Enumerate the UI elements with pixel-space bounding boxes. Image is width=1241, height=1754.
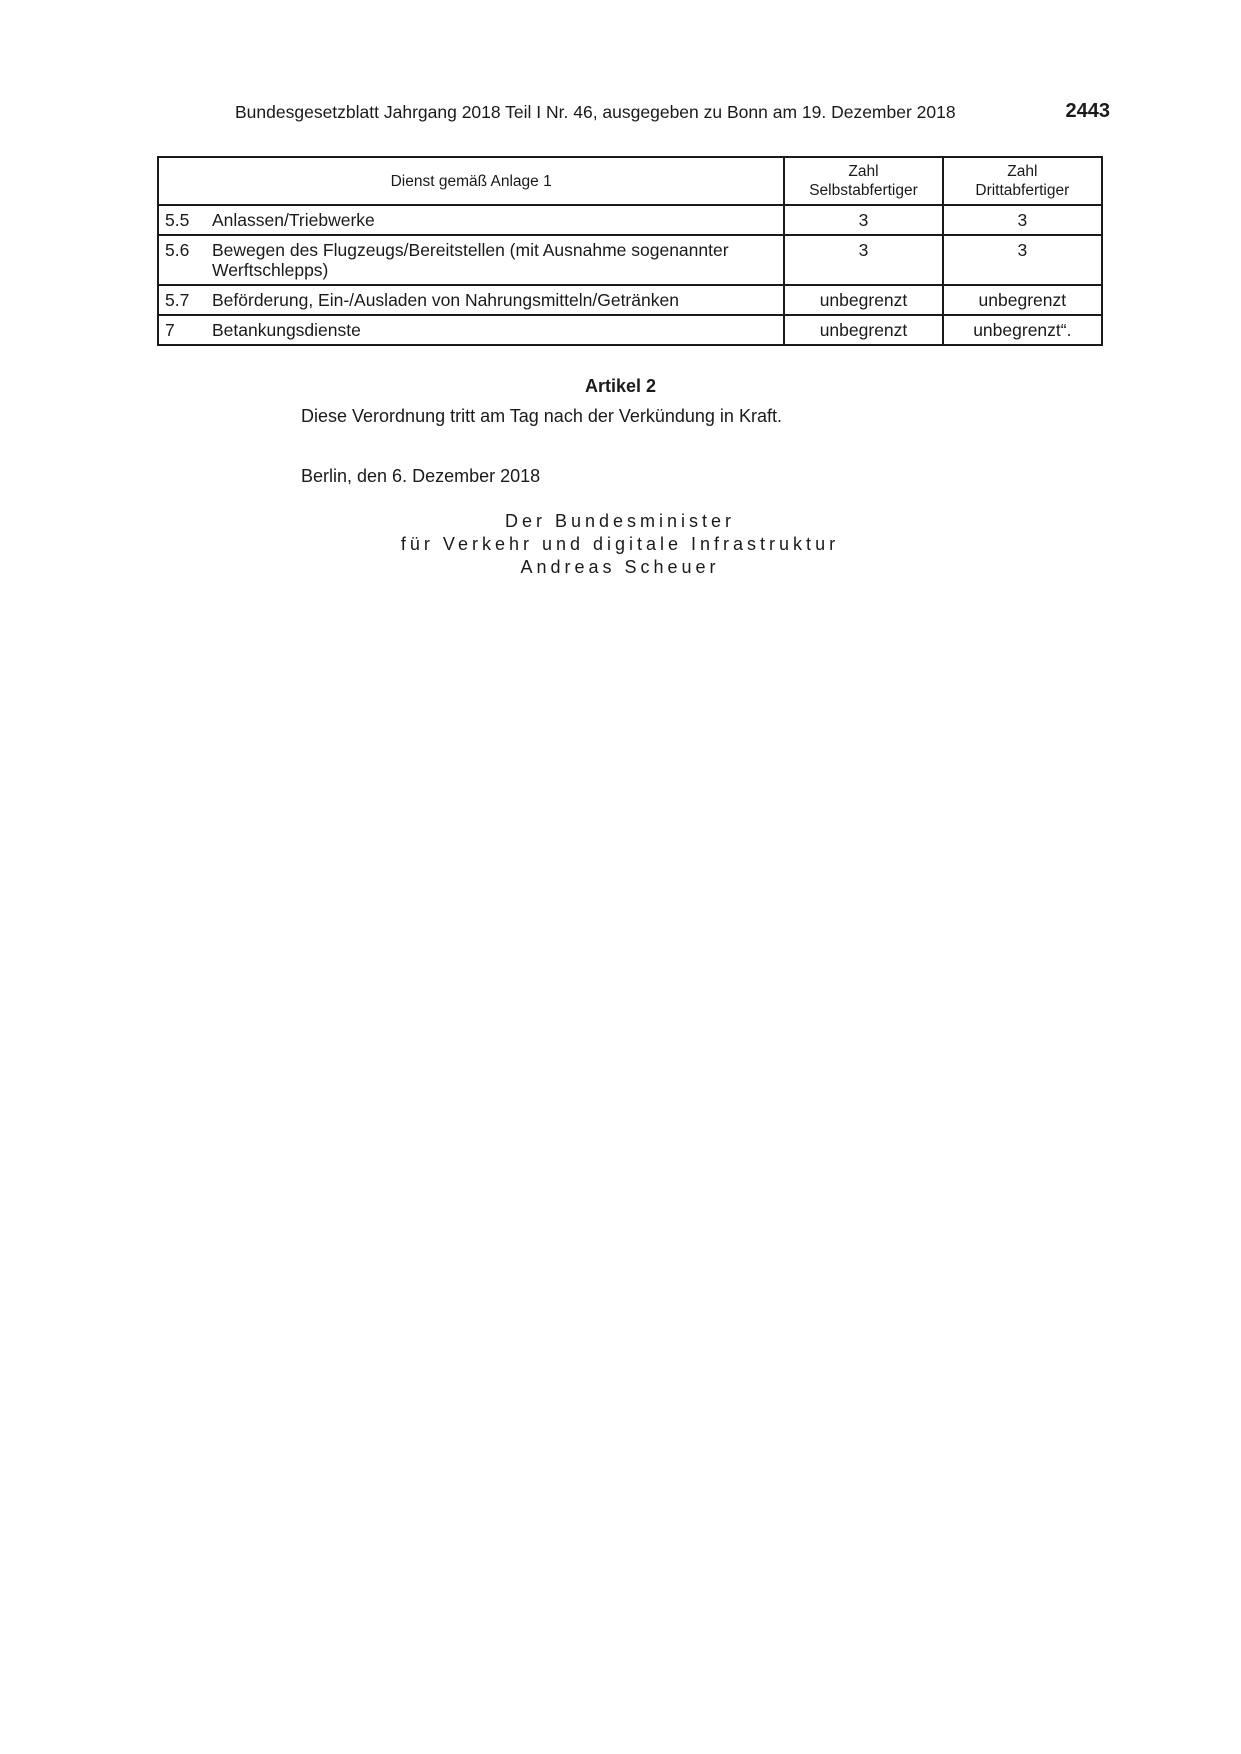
self-handlers-count: unbegrenzt [784, 285, 942, 315]
running-head [235, 100, 1110, 126]
signature-block [370, 510, 870, 579]
service-number: 5.6 [165, 240, 190, 260]
services-table [157, 156, 1103, 346]
service-cell [158, 285, 784, 315]
service-description: Bewegen des Flugzeugs/Bereitstellen (mit Ausnahme sogenannter Werftschlepps) [212, 240, 729, 280]
service-description: Anlassen/Triebwerke [212, 210, 375, 230]
column-header-self-line-2: Selbstabfertiger [809, 182, 918, 199]
self-handlers-count: unbegrenzt [784, 315, 942, 345]
signatory-title: Der Bundesminister [504, 511, 736, 531]
signatory-ministry: für Verkehr und digitale Infrastruktur [400, 534, 840, 554]
article-body: Diese Verordnung tritt am Tag nach der Verkündung in Kraft. [301, 406, 782, 426]
column-header-self-line-1: Zahl [848, 163, 879, 180]
page-number: 2443 [1065, 100, 1110, 122]
service-cell [158, 205, 784, 235]
service-description: Beförderung, Ein-/Ausladen von Nahrungsmitteln/Getränken [212, 290, 679, 310]
service-number: 5.7 [165, 290, 190, 310]
gazette-header-line: Bundesgesetzblatt Jahrgang 2018 Teil I Nr. 46, ausgegeben zu Bonn am 19. Dezember 2018 [235, 102, 956, 122]
self-handlers-count: 3 [784, 235, 942, 285]
third-party-handlers-count: 3 [943, 235, 1102, 285]
table-row [158, 315, 1102, 345]
service-number: 7 [165, 320, 175, 340]
column-header-self-handlers [784, 157, 942, 205]
service-cell [158, 315, 784, 345]
table-row [158, 235, 1102, 285]
service-number: 5.5 [165, 210, 190, 230]
self-handlers-count: 3 [784, 205, 942, 235]
table-row [158, 285, 1102, 315]
signatory-name: Andreas Scheuer [520, 557, 720, 577]
column-header-service: Dienst gemäß Anlage 1 [158, 157, 784, 205]
place-and-date: Berlin, den 6. Dezember 2018 [301, 466, 541, 486]
column-header-third-line-2: Drittabfertiger [975, 182, 1070, 199]
column-header-third-party-handlers [943, 157, 1102, 205]
article-heading: Artikel 2 [584, 376, 657, 396]
table-row [158, 205, 1102, 235]
third-party-handlers-count: unbegrenzt“. [943, 315, 1102, 345]
column-header-third-line-1: Zahl [1007, 163, 1038, 180]
service-description: Betankungsdienste [212, 320, 361, 340]
third-party-handlers-count: unbegrenzt [943, 285, 1102, 315]
third-party-handlers-count: 3 [943, 205, 1102, 235]
table-header-row [158, 157, 1102, 205]
service-cell [158, 235, 784, 285]
